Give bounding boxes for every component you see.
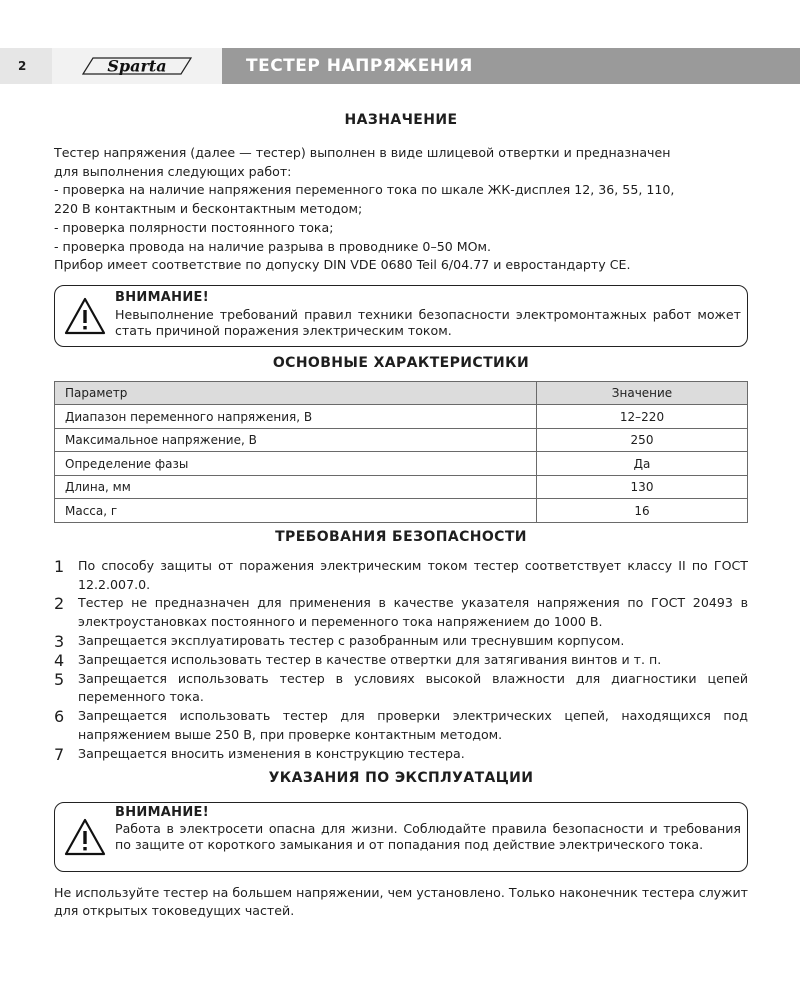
column-header-parameter: Параметр <box>55 381 537 405</box>
purpose-heading: НАЗНАЧЕНИЕ <box>344 112 458 128</box>
brand-logo <box>52 48 222 84</box>
table-header-row <box>55 381 748 405</box>
item-number: 2 <box>54 594 65 614</box>
value-cell: Да <box>537 452 748 476</box>
item-text: Запрещается использовать тестер в условиях высокой влажности для диагностики цепей переменного тока. <box>78 670 748 705</box>
value-cell: 16 <box>537 499 748 523</box>
param-cell: Максимальное напряжение, В <box>55 428 537 452</box>
purpose-intro-line1: Тестер напряжения (далее — тестер) выполнен в виде шлицевой отвертки и предназначен <box>54 145 671 160</box>
purpose-compliance: Прибор имеет соответствие по допуску DIN VDE 0680 Teil 6/04.77 и евростандарту CE. <box>54 257 631 273</box>
warning-box <box>54 802 748 872</box>
sparta-logo-icon <box>77 53 197 79</box>
list-item <box>54 707 748 744</box>
param-cell: Длина, мм <box>55 475 537 499</box>
safety-list <box>54 557 748 764</box>
warning-box <box>54 285 748 347</box>
specs-table <box>54 381 748 523</box>
list-item <box>54 557 748 594</box>
purpose-item1-line2: 220 В контактным и бесконтактным методом; <box>54 201 363 217</box>
item-text: Запрещается использовать тестер для проверки электрических цепей, находящихся под напряжением выше 250 В, при проверке контактным методом. <box>78 708 748 742</box>
item-text: Запрещается использовать тестер в качестве отвертки для затягивания винтов и т. п. <box>78 651 662 667</box>
list-item <box>54 651 748 670</box>
value-cell: 250 <box>537 428 748 452</box>
item-number: 1 <box>54 556 65 576</box>
page-header <box>0 48 800 84</box>
item-number: 5 <box>54 669 65 689</box>
value-cell: 130 <box>537 475 748 499</box>
table-row <box>55 405 748 429</box>
list-item <box>54 594 748 631</box>
document-title: ТЕСТЕР НАПРЯЖЕНИЯ <box>222 48 800 84</box>
item-text: Тестер не предназначен для применения в качестве указателя напряжения по ГОСТ 20493 в электроустановках постоянного и переменного тока напряжением до 1000 В. <box>78 595 748 630</box>
item-text: Запрещается вносить изменения в конструкцию тестера. <box>78 745 465 761</box>
purpose-section <box>54 144 748 275</box>
warning-triangle-icon <box>63 296 107 336</box>
page-number: 2 <box>0 48 52 84</box>
item-number: 7 <box>54 744 65 764</box>
param-cell: Определение фазы <box>55 452 537 476</box>
table-row <box>55 475 748 499</box>
item-text: По способу защиты от поражения электрическим током тестер соответствует классу II по ГОСТ 12.2.007.0. <box>78 557 748 592</box>
operation-text: Не используйте тестер на большем напряжении, чем установлено. Только наконечник тестера служит для открытых токоведущих частей. <box>54 884 748 919</box>
item-number: 4 <box>54 650 65 670</box>
list-item <box>54 670 748 707</box>
list-item <box>54 632 748 651</box>
safety-heading: ТРЕБОВАНИЯ БЕЗОПАСНОСТИ <box>275 528 527 545</box>
specs-heading: ОСНОВНЫЕ ХАРАКТЕРИСТИКИ <box>272 354 530 371</box>
column-header-value: Значение <box>537 381 748 405</box>
warning-triangle-icon <box>63 817 107 857</box>
list-item <box>54 745 748 764</box>
item-number: 6 <box>54 707 65 727</box>
warning-title: ВНИМАНИЕ! <box>115 289 209 305</box>
param-cell: Масса, г <box>55 499 537 523</box>
warning-title: ВНИМАНИЕ! <box>115 804 209 820</box>
table-row <box>55 499 748 523</box>
item-text: Запрещается эксплуатировать тестер с разобранным или треснувшим корпусом. <box>78 632 625 648</box>
table-row <box>55 452 748 476</box>
svg-text:Sparta: Sparta <box>107 56 167 76</box>
param-cell: Диапазон переменного напряжения, В <box>55 405 537 429</box>
purpose-item2: - проверка полярности постоянного тока; <box>54 219 334 235</box>
purpose-intro-line2: для выполнения следующих работ: <box>54 163 292 179</box>
warning-text: Невыполнение требований правил техники безопасности электромонтажных работ может стать причиной поражения электрическим током. <box>115 306 741 338</box>
main-content <box>54 112 748 921</box>
table-row <box>55 428 748 452</box>
value-cell: 12–220 <box>537 405 748 429</box>
warning-text: Работа в электросети опасна для жизни. Соблюдайте правила безопасности и требования по защите от короткого замыкания и от попадания под действие электрического тока. <box>115 820 741 852</box>
operation-heading: УКАЗАНИЯ ПО ЭКСПЛУАТАЦИИ <box>268 769 534 786</box>
purpose-item1-line1: - проверка на наличие напряжения переменного тока по шкале ЖК-дисплея 12, 36, 55, 110, <box>54 182 675 198</box>
item-number: 3 <box>54 631 65 651</box>
purpose-item3: - проверка провода на наличие разрыва в проводнике 0–50 МОм. <box>54 238 492 254</box>
